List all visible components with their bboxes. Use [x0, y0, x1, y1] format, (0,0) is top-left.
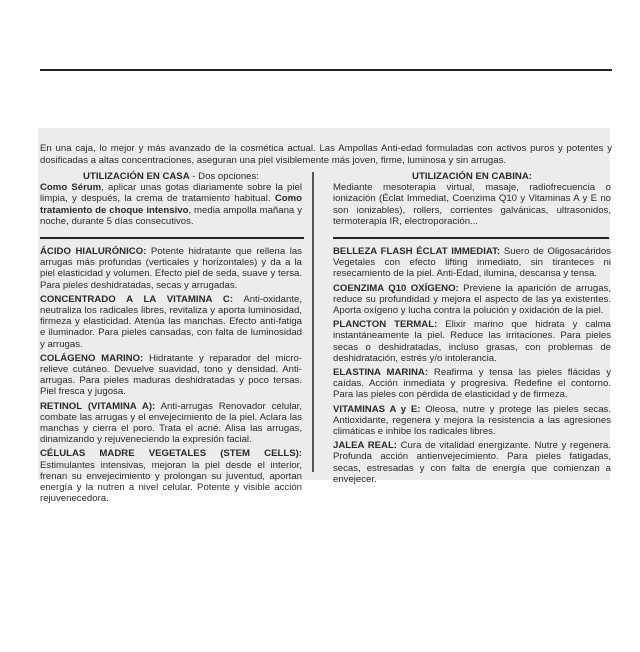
ampoule-entry [40, 353, 302, 398]
intro-paragraph: En una caja, lo mejor y más avanzado de la cosmética actual. Las Ampollas Anti-edad formuladas con activos puros y potentes y dosificadas a altas concentraciones, aseguran una piel visiblemente más joven, firme, luminosa y sin arrugas. [40, 143, 612, 166]
home-usage-heading [40, 171, 302, 182]
serum-text: , aplicar unas gotas diariamente sobre la piel limpia, y después, la crema de tratamiento habitual. [40, 182, 302, 205]
ampoule-description: Previene la aparición de arrugas, reduce su profundidad y mejora el aspecto de las ya existentes. Aporta oxígeno y lucha contra la polución y oxidación de la piel. [333, 282, 611, 317]
shock-text: , media ampolla mañana y noche, durante 5 días consecutivos. [40, 204, 302, 227]
ampoule-description: Suero de Oligosacáridos Vegetales con efecto lifting inmediato, sin tiranteces ni resecamiento de la piel. Anti-Edad, ilumina, descansa y tensa. [333, 246, 611, 280]
ampoule-title: VITAMINAS A y E: [333, 403, 421, 415]
top-rule [40, 69, 612, 71]
ampoule-description: Oleosa, nutre y protege las pieles secas. Antioxidante, regenera y mejora la resistencia a las agresiones climáticas e inhibe los radicales libres. [333, 403, 612, 438]
ampoule-title: RETINOL (VITAMINA A): [40, 400, 156, 412]
home-usage-subtitle: - Dos opciones: [189, 171, 259, 182]
ampoule-title: COENZIMA Q10 OXÍGENO: [333, 282, 459, 294]
ampoule-description: Estimulantes intensivas, mejoran la piel desde el interior, frenan su envejecimiento y prolongan su juventud, aportan energía y la nutren a nivel celular. Potente y visible acción rejuvenecedora. [40, 459, 302, 505]
ampoule-description: Anti-arrugas Renovador celular, combate las arrugas y el envejecimiento de la piel. Aclara las manchas y cierra el poro. Trata el acné. Alisa las arrugas, dinamizando y rejuveneciendo la expresión facial. [40, 400, 303, 446]
ampoule-entry [333, 283, 611, 317]
cabin-usage-section [333, 171, 611, 227]
ampoule-description: Hidratante y reparador del micro-relieve cutáneo. Devuelve suavidad, tono y densidad. Anti-arrugas. Para pieles maduras deshidratadas y poco tersas. Piel fresca y jugosa. [40, 352, 302, 398]
ampoule-title: PLANCTON TERMAL: [333, 319, 438, 331]
shock-label: Como tratamiento de choque intensivo [40, 193, 303, 216]
ampoule-title: ELASTINA MARINA: [333, 367, 429, 379]
ampoule-entry [40, 401, 302, 446]
ampoule-entry [333, 440, 611, 485]
ampoule-description: Potente hidratante que rellena las arrugas más profundas (verticales y horizontales) y da a la piel elasticidad y volumen. Efecto piel de seda, suave y tersa. Para pieles deshidratadas, secas y arrugadas. [40, 246, 302, 291]
left-ampoule-list [40, 246, 302, 507]
column-divider [312, 172, 314, 472]
ampoule-description: Elixir marino que hidrata y calma instantáneamente la piel. Reduce las irritaciones. Para pieles secas o deshidratadas, incluso grasas, con problemas de deshidratación, estrés y/o intolerancia. [333, 319, 611, 364]
ampoule-title: BELLEZA FLASH ÉCLAT IMMEDIAT: [333, 246, 501, 257]
ampoule-title: CONCENTRADO A LA VITAMINA C: [40, 293, 234, 305]
home-usage-section [40, 171, 302, 227]
ampoule-description: Reafirma y tensa las pieles flácidas y caídas. Acción inmediata y progresiva. Redefine el contorno. Para las pieles con pérdida de elasticidad y de firmeza. [333, 367, 612, 401]
serum-label: Como Sérum [40, 182, 102, 194]
ampoule-description: Anti-oxidante, neutraliza los radicales libres, revitaliza y aporta luminosidad, firmeza y elasticidad. Atenúa las manchas. Efecto anti-fatiga e iluminador. Para pieles cansadas, con falta de luminosidad y arrugas. [40, 293, 302, 350]
ampoule-entry [40, 294, 302, 350]
ampoule-entry [40, 448, 302, 504]
right-ampoule-list [333, 246, 611, 488]
ampoule-description: Cura de vitalidad energizante. Nutre y regenera. Profunda acción antienvejecimiento. Para pieles fatigadas, secas, estresadas y con falta de energía que comienzan a envejecer. [333, 440, 612, 485]
home-usage-title: UTILIZACIÓN EN CASA [83, 171, 190, 182]
ampoule-title: COLÁGENO MARINO: [40, 352, 144, 364]
cabin-usage-heading: UTILIZACIÓN EN CABINA: [412, 171, 532, 182]
home-usage-text [40, 182, 302, 227]
cabin-usage-text: Mediante mesoterapia virtual, masaje, radiofrecuencia o ionización (Éclat Immediat, Coenzima Q10 y Vitaminas A y E no son ionizables), rollers, corrientes galvánicas, ultrasonidos, termoterapia IR, electroporación... [333, 182, 611, 227]
ampoule-title: CÉLULAS MADRE VEGETALES (STEM CELLS): [40, 448, 302, 460]
right-section-rule [333, 237, 609, 239]
ampoule-title: ÁCIDO HIALURÓNICO: [40, 246, 147, 257]
ampoule-entry [333, 404, 611, 438]
ampoule-entry [333, 246, 611, 280]
ampoule-entry [333, 367, 611, 401]
ampoule-title: JALEA REAL: [333, 440, 398, 452]
left-section-rule [40, 237, 304, 239]
ampoule-entry [40, 246, 302, 291]
ampoule-entry [333, 319, 611, 364]
